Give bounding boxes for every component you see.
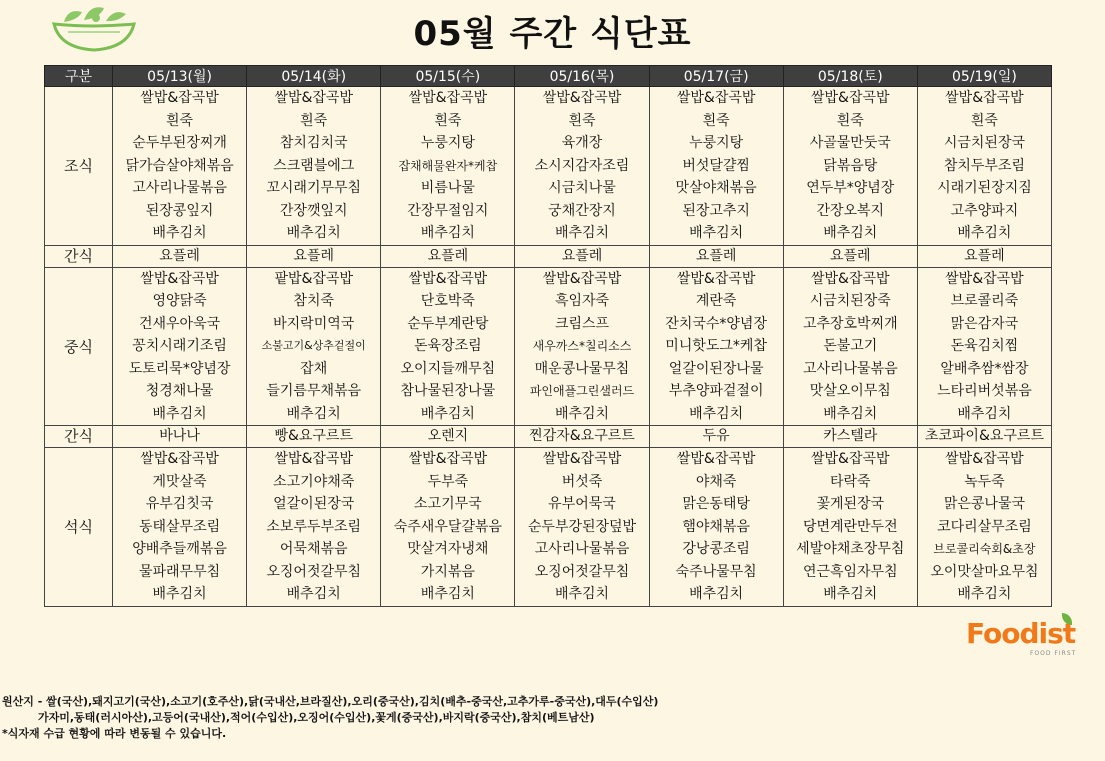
menu-item: 고사리나물볶음 xyxy=(802,360,898,377)
menu-cell xyxy=(515,267,649,426)
menu-item: 배추김치 xyxy=(152,586,207,602)
snack-cell: 요플레 xyxy=(515,245,649,267)
menu-cell xyxy=(113,448,247,607)
menu-item: 간장깻잎지 xyxy=(279,202,348,219)
menu-item: 쌀밥&잡곡밥 xyxy=(811,270,890,287)
menu-item: 팥밥&잡곡밥 xyxy=(274,270,353,287)
menu-item: 맛살오이무침 xyxy=(809,383,891,399)
menu-cell xyxy=(515,87,649,246)
menu-item: 코다리살무조림 xyxy=(937,518,1032,535)
menu-item: 배추김치 xyxy=(957,405,1012,422)
snack-cell: 요플레 xyxy=(247,245,381,267)
snack-cell: 카스텔라 xyxy=(783,426,917,448)
menu-cell xyxy=(649,87,783,246)
menu-item: 배추김치 xyxy=(420,405,475,422)
menu-item: 쌀밥&잡곡밥 xyxy=(140,270,219,287)
menu-item: 어묵채볶음 xyxy=(279,541,348,557)
menu-item: 바지락미역국 xyxy=(273,315,355,332)
menu-item: 쌀밥&잡곡밥 xyxy=(542,270,622,287)
menu-item: 배추김치 xyxy=(152,225,207,241)
menu-cell xyxy=(247,267,381,426)
menu-item: 도토리묵*양념장 xyxy=(128,360,231,377)
menu-item: 단호박죽 xyxy=(420,293,475,309)
menu-item: 오이맛살마요무침 xyxy=(930,563,1039,580)
menu-item: 사골물만둣국 xyxy=(809,135,891,151)
menu-item: 쌀밥&잡곡밥 xyxy=(408,270,488,287)
menu-item: 흰죽 xyxy=(300,112,328,129)
menu-cell xyxy=(247,448,381,607)
header-day: 05/17(금) xyxy=(649,66,783,87)
menu-item: 참치죽 xyxy=(293,293,334,309)
menu-item: 계란죽 xyxy=(695,293,737,309)
menu-item: 파인애플그린샐러드 xyxy=(529,384,635,398)
page-title: 05월 주간 식단표 xyxy=(413,14,692,54)
menu-item: 꽁치시래기조림 xyxy=(132,338,227,354)
menu-item: 누룽지탕 xyxy=(689,135,744,151)
snack-row xyxy=(45,245,1052,267)
menu-cell xyxy=(783,267,917,426)
menu-item: 영양닭죽 xyxy=(152,293,207,309)
menu-item: 시금치된장죽 xyxy=(809,293,891,309)
menu-item: 쌀밥&잡곡밥 xyxy=(542,90,622,106)
menu-item: 순두부강된장덮밥 xyxy=(527,518,637,535)
menu-item: 스크램블에그 xyxy=(273,157,355,174)
menu-item: 배추김치 xyxy=(957,225,1012,241)
menu-item: 잔치국수*양념장 xyxy=(665,315,767,332)
menu-item: 쌀밥&잡곡밥 xyxy=(676,451,756,467)
menu-item: 누룽지탕 xyxy=(420,135,475,151)
menu-item: 소고기야채죽 xyxy=(273,473,355,490)
snack-cell: 요플레 xyxy=(649,245,783,267)
menu-item: 당면계란만두전 xyxy=(802,518,898,535)
menu-item: 쌀밥&잡곡밥 xyxy=(408,90,488,106)
menu-item: 흰죽 xyxy=(568,112,596,129)
menu-cell xyxy=(515,448,649,607)
menu-item: 시금치나물 xyxy=(548,180,616,196)
menu-item: 배추김치 xyxy=(957,586,1012,602)
menu-item: 게맛살죽 xyxy=(152,473,207,490)
menu-item: 연근흑임자무침 xyxy=(802,563,898,580)
menu-item: 알배추쌈*쌈장 xyxy=(940,360,1029,377)
menu-cell xyxy=(247,87,381,246)
menu-item: 크림스프 xyxy=(554,315,610,332)
menu-item: 오징어젓갈무침 xyxy=(534,563,630,580)
menu-item: 흑임자죽 xyxy=(554,293,610,309)
menu-item: 들기름무채볶음 xyxy=(266,383,362,399)
menu-item: 돈육장조림 xyxy=(414,338,482,354)
header-day: 05/19(일) xyxy=(917,66,1051,87)
menu-item: 배추김치 xyxy=(420,586,475,602)
menu-item: 배추김치 xyxy=(554,405,610,422)
header-day: 05/16(목) xyxy=(515,66,649,87)
snack-cell: 초코파이&요구르트 xyxy=(917,426,1051,448)
menu-item: 흰죽 xyxy=(702,112,730,129)
menu-item: 맛살야채볶음 xyxy=(675,180,757,196)
snack-cell: 바나나 xyxy=(113,426,247,448)
menu-item: 흰죽 xyxy=(166,112,194,129)
snack-cell: 요플레 xyxy=(113,245,247,267)
origin-line: 가자미,동태(러시아산),고등어(국내산),적어(수입산),오징어(수입산),꽃게(중국산),바지락(중국산),참치(베트남산) xyxy=(38,711,595,724)
menu-item: 얼갈이된장국 xyxy=(273,496,355,512)
menu-cell xyxy=(113,87,247,246)
menu-item: 숙주새우달걀볶음 xyxy=(393,518,502,535)
menu-item: 느타리버섯볶음 xyxy=(937,383,1032,399)
row-label-lunch: 중식 xyxy=(45,267,113,426)
snack-cell: 찐감자&요구르트 xyxy=(515,426,649,448)
menu-item: 배추김치 xyxy=(823,405,878,422)
brand-tagline: FOOD FIRST xyxy=(1030,650,1077,657)
menu-cell xyxy=(113,267,247,426)
origin-line: 원산지 - 쌀(국산),돼지고기(국산),소고기(호주산),닭(국내산,브라질산),오리(중국산),김치(배추-중국산,고추가루-중국산),대두(수입산) xyxy=(2,695,659,708)
menu-cell xyxy=(783,448,917,607)
menu-item: 숙주나물무침 xyxy=(675,563,757,580)
menu-item: 유부김칫국 xyxy=(145,496,214,512)
menu-item: 맛살겨자냉채 xyxy=(407,541,489,557)
menu-item: 미니핫도그*케찹 xyxy=(665,338,767,354)
menu-item: 세발야채초장무침 xyxy=(796,541,905,557)
menu-item: 동태살무조림 xyxy=(138,518,221,535)
snack-cell: 요플레 xyxy=(783,245,917,267)
menu-item: 유부어묵국 xyxy=(548,496,616,512)
menu-item: 배추김치 xyxy=(689,405,744,422)
menu-item: 순두부계란탕 xyxy=(407,315,489,332)
notice-line: *식자재 수급 현황에 따라 변동될 수 있습니다. xyxy=(2,727,227,740)
menu-cell xyxy=(381,87,515,246)
snack-cell: 오렌지 xyxy=(381,426,515,448)
menu-cell xyxy=(917,267,1051,426)
header-day: 05/18(토) xyxy=(783,66,917,87)
menu-item: 녹두죽 xyxy=(964,473,1005,490)
menu-item: 소보루두부조림 xyxy=(266,518,362,535)
menu-item: 배추김치 xyxy=(554,586,610,602)
menu-item: 부추양파겉절이 xyxy=(668,383,764,399)
menu-item: 브로콜리숙회&초장 xyxy=(933,542,1036,556)
header-day: 05/13(월) xyxy=(113,66,247,87)
menu-item: 쌀밥&잡곡밥 xyxy=(676,270,756,287)
snack-cell: 요플레 xyxy=(381,245,515,267)
menu-item: 햄야채볶음 xyxy=(682,518,750,535)
menu-item: 간장오복지 xyxy=(816,202,885,219)
menu-item: 두부죽 xyxy=(427,473,469,490)
menu-item: 가지볶음 xyxy=(420,563,475,580)
menu-item: 버섯죽 xyxy=(561,473,603,490)
dinner-row xyxy=(45,448,1052,607)
menu-item: 건새우아욱국 xyxy=(138,315,221,332)
table-header-row xyxy=(45,66,1052,87)
menu-item: 배추김치 xyxy=(286,405,341,422)
menu-item: 된장콩잎지 xyxy=(145,202,214,219)
menu-item: 참치두부조림 xyxy=(943,157,1025,174)
menu-item: 쌀밥&잡곡밥 xyxy=(945,90,1024,106)
menu-cell xyxy=(783,87,917,246)
menu-item: 새우까스*칠리소스 xyxy=(532,339,632,353)
menu-item: 흰죽 xyxy=(836,112,864,129)
menu-item: 배추김치 xyxy=(286,225,341,241)
snack-row xyxy=(45,426,1052,448)
menu-cell xyxy=(917,448,1051,607)
menu-item: 잡채해물완자*케찹 xyxy=(398,158,498,173)
header-category: 구분 xyxy=(45,66,113,87)
menu-item: 쌀밥&잡곡밥 xyxy=(542,451,622,467)
menu-item: 궁채간장지 xyxy=(548,202,616,219)
menu-item: 쌀밥&잡곡밥 xyxy=(274,451,353,467)
menu-item: 고사리나물볶음 xyxy=(132,180,227,196)
footer-notes xyxy=(2,694,658,742)
menu-item: 야채죽 xyxy=(695,473,737,490)
menu-item: 소시지감자조림 xyxy=(534,157,630,174)
menu-item: 타락죽 xyxy=(829,473,871,490)
row-label-dinner: 석식 xyxy=(45,448,113,607)
menu-item: 육개장 xyxy=(561,135,603,151)
menu-item: 참나물된장나물 xyxy=(400,383,496,399)
meal-table xyxy=(44,65,1052,607)
menu-item: 버섯달걀찜 xyxy=(682,157,750,174)
menu-item: 쌀밥&잡곡밥 xyxy=(811,451,890,467)
menu-item: 소고기무국 xyxy=(414,496,482,512)
row-label-breakfast: 조식 xyxy=(45,87,113,246)
menu-cell xyxy=(649,448,783,607)
menu-item: 맑은감자국 xyxy=(950,315,1019,332)
menu-item: 쌀밥&잡곡밥 xyxy=(140,451,219,467)
menu-item: 시금치된장국 xyxy=(943,135,1025,151)
brand-logo: Foodist xyxy=(966,617,1076,650)
menu-cell xyxy=(649,267,783,426)
menu-cell xyxy=(917,87,1051,246)
snack-cell: 요플레 xyxy=(917,245,1051,267)
menu-item: 돈육김치찜 xyxy=(950,338,1019,354)
menu-item: 브로콜리죽 xyxy=(950,293,1019,309)
menu-item: 쌀밥&잡곡밥 xyxy=(274,90,353,106)
menu-item: 시래기된장지짐 xyxy=(937,180,1032,196)
menu-item: 배추김치 xyxy=(823,225,878,241)
menu-item: 쌀밥&잡곡밥 xyxy=(676,90,756,106)
menu-item: 참치김치국 xyxy=(279,135,348,151)
menu-item: 배추김치 xyxy=(823,586,878,602)
row-label-snack: 간식 xyxy=(45,426,113,448)
row-label-snack: 간식 xyxy=(45,245,113,267)
menu-item: 배추김치 xyxy=(152,405,207,422)
menu-item: 비름나물 xyxy=(420,180,475,196)
menu-item: 쌀밥&잡곡밥 xyxy=(811,90,890,106)
menu-item: 잡채 xyxy=(300,360,328,377)
menu-item: 꼬시래기무무침 xyxy=(266,180,362,196)
snack-cell: 두유 xyxy=(649,426,783,448)
menu-item: 쌀밥&잡곡밥 xyxy=(945,270,1024,287)
menu-item: 얼갈이된장나물 xyxy=(668,360,764,377)
menu-item: 맑은콩나물국 xyxy=(943,496,1025,512)
snack-cell: 빵&요구르트 xyxy=(247,426,381,448)
menu-item: 된장고추지 xyxy=(682,202,750,219)
menu-item: 강낭콩조림 xyxy=(682,541,750,557)
menu-item: 배추김치 xyxy=(420,225,475,241)
menu-item: 양배추들깨볶음 xyxy=(132,541,227,557)
breakfast-row xyxy=(45,87,1052,246)
menu-item: 오이지들깨무침 xyxy=(400,360,496,377)
menu-item: 배추김치 xyxy=(689,225,744,241)
menu-item: 청경채나물 xyxy=(145,383,214,399)
menu-cell xyxy=(381,267,515,426)
menu-item: 꽃게된장국 xyxy=(816,496,885,512)
lunch-row xyxy=(45,267,1052,426)
header-day: 05/15(수) xyxy=(381,66,515,87)
menu-item: 매운콩나물무침 xyxy=(534,360,630,377)
menu-item: 배추김치 xyxy=(554,225,610,241)
menu-item: 쌀밥&잡곡밥 xyxy=(140,90,219,106)
menu-item: 소불고기&상추겉절이 xyxy=(261,339,366,352)
header-day: 05/14(화) xyxy=(247,66,381,87)
menu-item: 닭가슴살야채볶음 xyxy=(125,157,234,174)
menu-item: 돈불고기 xyxy=(823,338,878,354)
menu-item: 고사리나물볶음 xyxy=(534,541,630,557)
menu-item: 고추양파지 xyxy=(950,202,1019,219)
menu-item: 배추김치 xyxy=(689,586,744,602)
menu-item: 연두부*양념장 xyxy=(806,180,895,196)
menu-item: 순두부된장찌개 xyxy=(132,135,227,151)
menu-item: 흰죽 xyxy=(970,112,998,129)
menu-cell xyxy=(381,448,515,607)
menu-item: 고추장호박찌개 xyxy=(802,315,898,332)
menu-item: 간장무절임지 xyxy=(407,202,489,219)
menu-item: 배추김치 xyxy=(286,586,341,602)
menu-item: 쌀밥&잡곡밥 xyxy=(408,451,488,467)
menu-item: 쌀밥&잡곡밥 xyxy=(945,451,1024,467)
menu-item: 맑은동태탕 xyxy=(682,496,750,512)
menu-item: 물파래무무침 xyxy=(138,563,221,580)
menu-item: 닭볶음탕 xyxy=(823,157,878,174)
menu-item: 흰죽 xyxy=(434,112,462,129)
menu-item: 오징어젓갈무침 xyxy=(266,563,362,580)
